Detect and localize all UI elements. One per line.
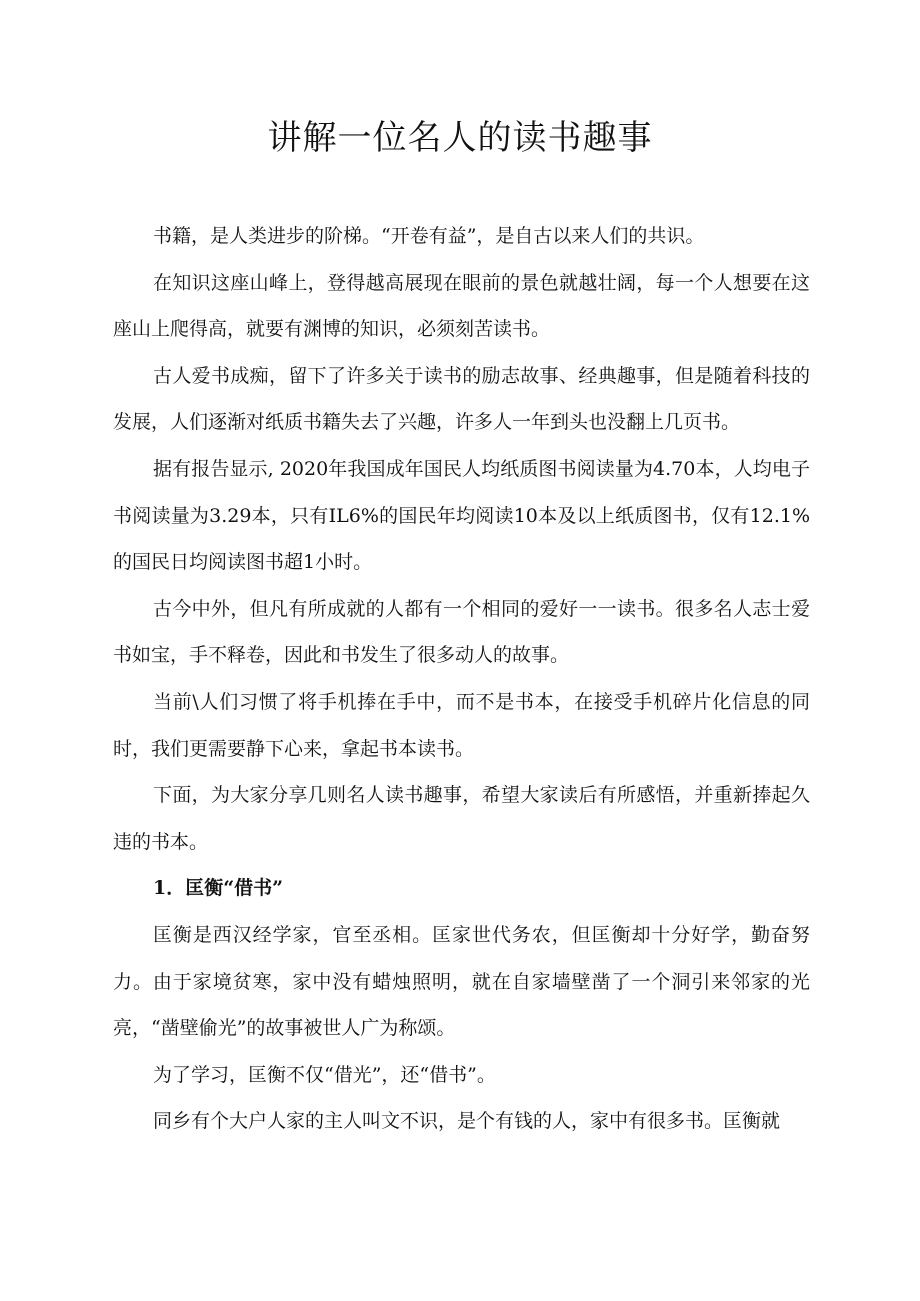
paragraph: 书籍，是人类进步的阶梯。“开卷有益”，是自古以来人们的共识。	[153, 225, 705, 247]
paragraph: 古人爱书成痴，留下了许多关于读书的励志故事、经典趣事，但是随着科技的发展，人们逐渐对纸质书籍失去了兴趣，许多人一年到头也没翻上几页书。	[113, 364, 810, 434]
paragraph: 在知识这座山峰上，登得越高展现在眼前的景色就越壮阔，每一个人想要在这座山上爬得高，就要有渊博的知识，必须刻苦读书。	[113, 271, 810, 341]
paragraph: 下面，为大家分享几则名人读书趣事，希望大家读后有所感悟，并重新捧起久违的书本。	[113, 784, 810, 853]
paragraph: 匡衡是西汉经学家，官至丞相。匡家世代务农，但匡衡却十分好学，勤奋努力。由于家境贫寒，家中没有蜡烛照明，就在自家墙壁凿了一个洞引来邻家的光亮，“凿壁偷光”的故事被世人广为称颂。	[113, 923, 810, 1040]
document-body	[113, 213, 810, 1145]
paragraph: 古今中外，但凡有所成就的人都有一个相同的爱好一一读书。很多名人志士爱书如宝，手不释卷，因此和书发生了很多动人的故事。	[113, 597, 810, 667]
paragraph: 为了学习，匡衡不仅“借光”，还“借书”。	[153, 1063, 496, 1086]
document-title: 讲解一位名人的读书趣事	[267, 118, 653, 158]
section-heading: 1．匡衡“借书”	[153, 877, 284, 900]
paragraph: 同乡有个大户人家的主人叫文不识，是个有钱的人，家中有很多书。匡衡就	[153, 1110, 781, 1133]
paragraph: 据有报告显示, 2020年我国成年国民人均纸质图书阅读量为4.70本，人均电子书阅读量为3.29本，只有IL6%的国民年均阅读10本及以上纸质图书，仅有12.1%的国民日均阅读图书超1小时。	[113, 457, 810, 574]
paragraph: 当前\人们习惯了将手机捧在手中，而不是书本，在接受手机碎片化信息的同时，我们更需要静下心来，拿起书本读书。	[113, 690, 810, 760]
